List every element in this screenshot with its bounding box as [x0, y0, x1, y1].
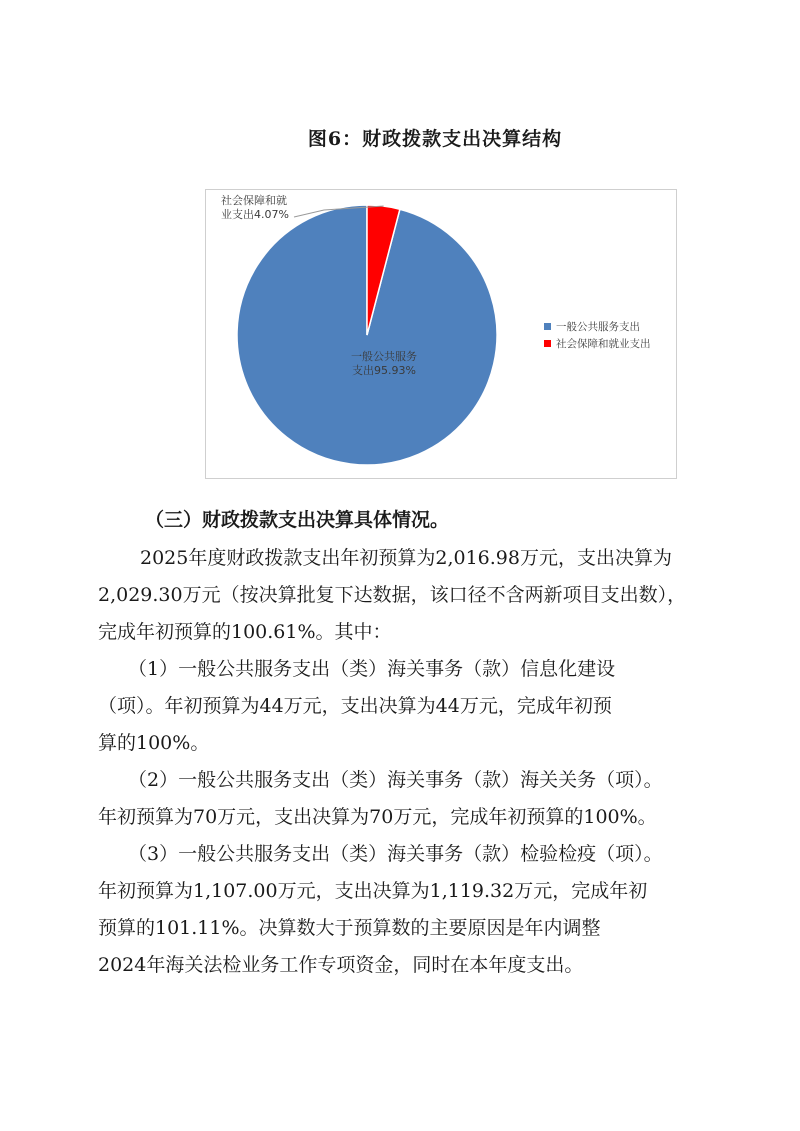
paragraph-3	[98, 762, 738, 836]
pie-chart	[205, 189, 677, 479]
data-label-general	[334, 350, 434, 378]
data-label-general-line1: 一般公共服务	[351, 350, 417, 363]
paragraph-1	[98, 540, 738, 651]
chart-legend	[544, 318, 651, 352]
figure-title: 图6：财政拨款支出决算结构	[307, 128, 563, 150]
paragraph-4	[98, 836, 738, 984]
paragraph-2	[98, 651, 738, 762]
data-label-social-line2: 业支出4.07%	[221, 208, 289, 221]
data-label-general-line2: 支出95.93%	[352, 364, 416, 377]
data-label-social	[221, 194, 289, 222]
legend-label-general: 一般公共服务支出	[556, 321, 640, 333]
legend-item-general	[544, 318, 651, 335]
paragraph-line: （1）一般公共服务支出（类）海关事务（款）信息化建设	[128, 658, 616, 680]
paragraph-line: 完成年初预算的100.61%。其中：	[98, 621, 392, 643]
paragraph-line: （3）一般公共服务支出（类）海关事务（款）检验检疫（项）。	[128, 843, 663, 865]
paragraph-line: 2,029.30万元（按决算批复下达数据，该口径不含两新项目支出数），	[98, 584, 687, 606]
paragraph-line: 2024年海关法检业务工作专项资金，同时在本年度支出。	[98, 954, 584, 976]
paragraph-line: 2025年度财政拨款支出年初预算为2,016.98万元，支出决算为	[140, 547, 672, 569]
paragraph-line: 预算的101.11%。决算数大于预算数的主要原因是年内调整	[98, 917, 601, 939]
paragraph-line: （项）。年初预算为44万元，支出决算为44万元，完成年初预	[98, 695, 612, 717]
paragraph-line: 年初预算为1,107.00万元，支出决算为1,119.32万元，完成年初	[98, 880, 648, 902]
section-heading: （三）财政拨款支出决算具体情况。	[145, 509, 450, 531]
paragraph-line: 年初预算为70万元，支出决算为70万元，完成年初预算的100%。	[98, 806, 657, 828]
paragraph-line: （2）一般公共服务支出（类）海关事务（款）海关关务（项）。	[128, 769, 663, 791]
paragraph-line: 算的100%。	[98, 732, 210, 754]
legend-item-social	[544, 335, 651, 352]
data-label-social-line1: 社会保障和就	[221, 194, 287, 207]
legend-swatch-social	[544, 340, 551, 347]
legend-swatch-general	[544, 323, 551, 330]
legend-label-social: 社会保障和就业支出	[556, 338, 651, 350]
